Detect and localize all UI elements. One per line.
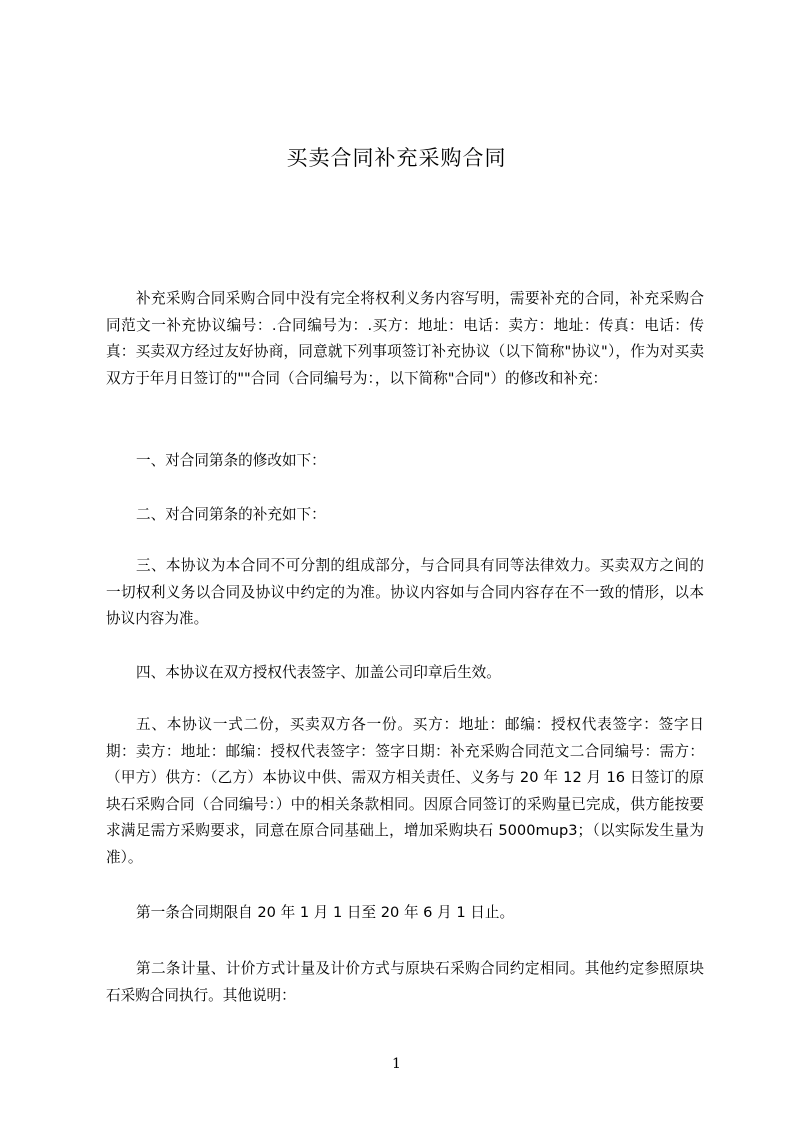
page-number: 1 <box>392 1056 401 1072</box>
paragraph-clause-3: 三、本协议为本合同不可分割的组成部分，与合同具有同等法律效力。买卖双方之间的一切权利义务以合同及协议中约定的为准。协议内容如与合同内容存在不一致的情形，以本协议内容为准。 <box>106 557 704 627</box>
paragraph-clause-2: 二、对合同第条的补充如下： <box>136 506 326 523</box>
paragraph-article-1: 第一条合同期限自 20 年 1 月 1 日至 20 年 6 月 1 日止。 <box>136 904 515 921</box>
paragraph-article-2: 第二条计量、计价方式计量及计价方式与原块石采购合同约定相同。其他约定参照原块石采购合同执行。其他说明： <box>106 960 704 1004</box>
document-title: 买卖合同补充采购合同 <box>286 146 507 170</box>
paragraph-intro: 补充采购合同采购合同中没有完全将权利义务内容写明，需要补充的合同，补充采购合同范文一补充协议编号：.合同编号为：.买方：地址：电话：卖方：地址：传真：电话：传真：买卖双方经过友好协商，同意就下列事项签订补充协议（以下简称"协议"），作为对买卖双方于年月日签订的""合同（合同编号为：，以下简称"合同"）的修改和补充： <box>106 290 704 387</box>
paragraph-clause-1: 一、对合同第条的修改如下： <box>136 452 326 469</box>
paragraph-clause-4: 四、本协议在双方授权代表签字、加盖公司印章后生效。 <box>136 664 501 681</box>
paragraph-clause-5: 五、本协议一式二份，买卖双方各一份。买方：地址：邮编：授权代表签字：签字日期：卖方：地址：邮编：授权代表签字：签字日期：补充采购合同范文二合同编号：需方：（甲方）供方：（乙方）本协议中供、需双方相关责任、义务与 20 年 12 月 16 日签订的原块石采购合同（合同编号：）中的相关条款相同。因原合同签订的采购量已完成，供方能按要求满足需方采购要求，同意在原合同基础上，增加采购块石 5000mup3；（以实际发生量为准）。 <box>106 716 704 866</box>
